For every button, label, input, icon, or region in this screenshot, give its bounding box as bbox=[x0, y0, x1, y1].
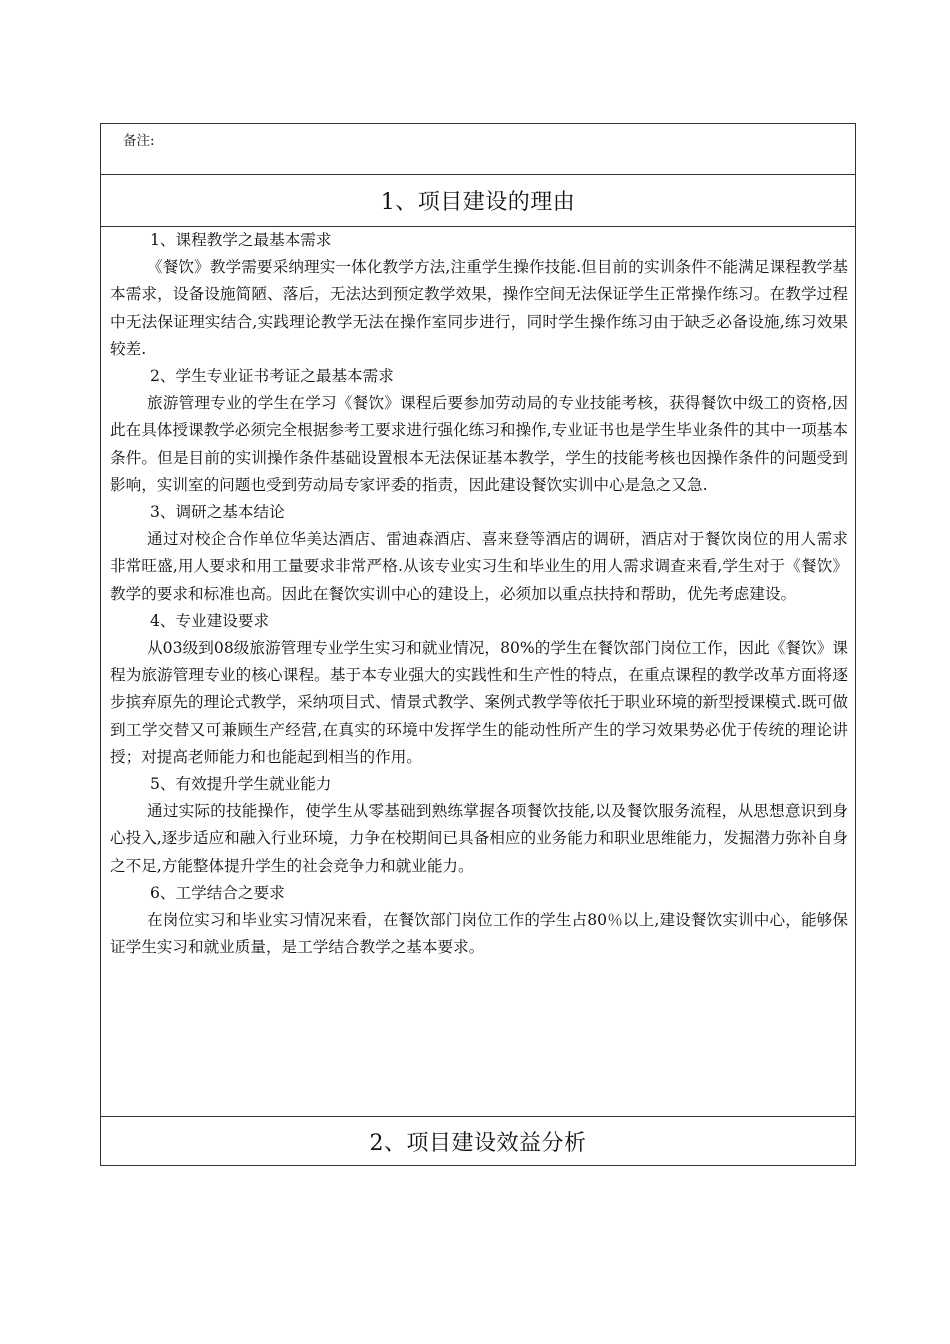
section-title: 2、学生专业证书考证之最基本需求 bbox=[150, 367, 394, 386]
section-title: 6、工学结合之要求 bbox=[150, 883, 285, 902]
section-text: 旅游管理专业的学生在学习《餐饮》课程后要参加劳动局的专业技能考核，获得餐饮中级工的资格,因此在具体授课教学必须完全根据参考工要求进行强化练习和操作,专业证书也是学生毕业条件的其中一项基本条件。但是目前的实训操作条件基础设置根本无法保证基本教学，学生的技能考核也因操作条件的问题受到影响，实训室的问题也受到劳动局专家评委的指责，因此建设餐饮实训中心是急之又急. bbox=[110, 394, 848, 494]
section-text: 通过对校企合作单位华美达酒店、雷迪森酒店、喜来登等酒店的调研，酒店对于餐饮岗位的用人需求非常旺盛,用人要求和用工量要求非常严格.从该专业实习生和毕业生的用人需求调查来看,学生对于《餐饮》教学的要求和标准也高。因此在餐饮实训中心的建设上，必须加以重点扶持和帮助，优先考虑建设。 bbox=[110, 530, 848, 603]
section-title: 4、专业建设要求 bbox=[150, 611, 270, 630]
section-text: 在岗位实习和毕业实习情况来看，在餐饮部门岗位工作的学生占80％以上,建设餐饮实训中心，能够保证学生实习和就业质量，是工学结合教学之基本要求。 bbox=[110, 911, 848, 957]
section-title: 1、课程教学之最基本需求 bbox=[150, 231, 332, 249]
section-heading-1: 1、项目建设的理由 bbox=[101, 175, 855, 227]
reasons-body bbox=[101, 227, 855, 1117]
section-text: 《餐饮》教学需要采纳理实一体化教学方法,注重学生操作技能.但目前的实训条件不能满足课程教学基本需求，设备设施简陋、落后，无法达到预定教学效果，操作空间无法保证学生正常操作练习。在教学过程中无法保证理实结合,实践理论教学无法在操作室同步进行，同时学生操作练习由于缺乏必备设施,练习效果较差. bbox=[110, 258, 848, 358]
section-text: 从03级到08级旅游管理专业学生实习和就业情况，80%的学生在餐饮部门岗位工作，因此《餐饮》课程为旅游管理专业的核心课程。基于本专业强大的实践性和生产性的特点，在重点课程的教学改革方面将逐步摈弃原先的理论式教学，采纳项目式、情景式教学、案例式教学等依托于职业环境的新型授课模式.既可做到工学交替又可兼顾生产经营,在真实的环境中发挥学生的能动性所产生的学习效果势必优于传统的理论讲授；对提高老师能力和也能起到相当的作用。 bbox=[110, 639, 848, 766]
notes-label: 备注: bbox=[123, 133, 155, 149]
notes-row bbox=[101, 124, 855, 175]
section-text: 通过实际的技能操作，使学生从零基础到熟练掌握各项餐饮技能,以及餐饮服务流程，从思想意识到身心投入,逐步适应和融入行业环境，力争在校期间已具备相应的业务能力和职业思维能力，发掘潜力弥补自身之不足,方能整体提升学生的社会竞争力和就业能力。 bbox=[110, 802, 848, 875]
section-heading-2: 2、项目建设效益分析 bbox=[369, 1130, 587, 1156]
section-title: 5、有效提升学生就业能力 bbox=[150, 775, 332, 794]
document-table bbox=[100, 123, 856, 1166]
section-title: 3、调研之基本结论 bbox=[150, 503, 285, 522]
